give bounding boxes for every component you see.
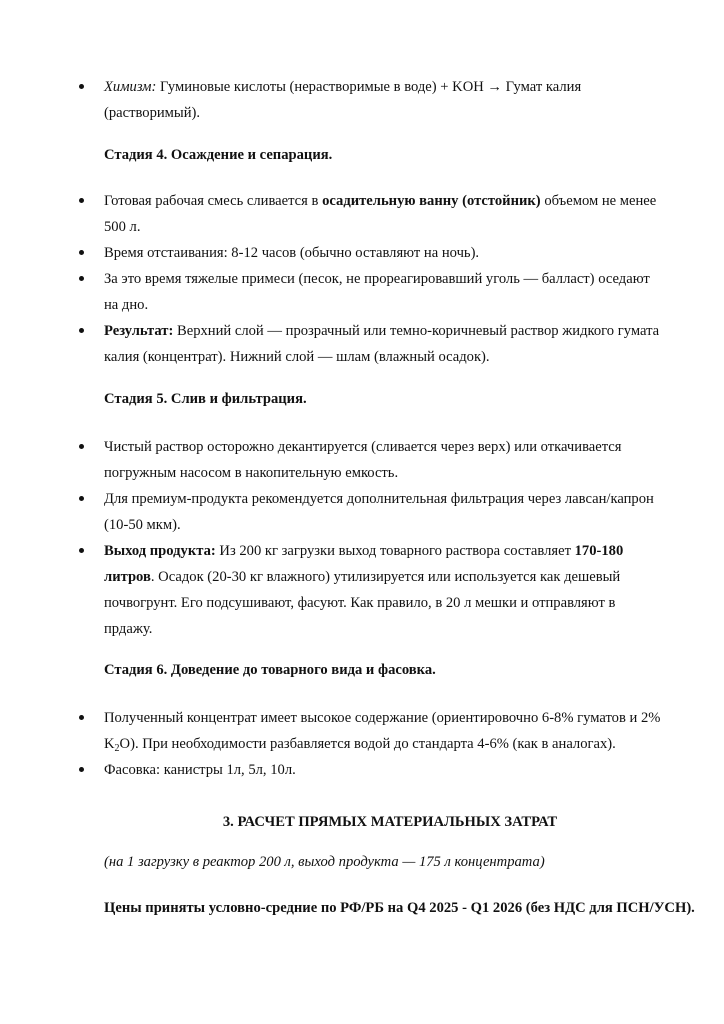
list-item [0,74,664,126]
italic-lead: Химизм: [104,79,157,95]
bold-lead: Выход продукта: [104,543,216,559]
bold-lead: Результат: [104,323,174,339]
item-text: Для премиум-продукта рекомендуется дополнительная фильтрация через лавсан/капрон (10-50 мкм). [104,491,654,533]
stage6-list [0,705,724,783]
bullet-icon [79,84,84,89]
bullet-icon [79,250,84,255]
bullet-icon [79,198,84,203]
bullet-icon [79,328,84,333]
item-text: Время отстаивания: 8-12 часов (обычно оставляют на ночь). [104,245,480,261]
bullet-icon [79,548,84,553]
list-item [0,240,664,266]
bullet-icon [79,496,84,501]
list-item [0,318,664,370]
chemistry-list [0,74,724,126]
item-text: O). При необходимости разбавляется водой до стандарта 4-6% (как в аналогах). [119,736,616,752]
list-item [0,538,664,642]
item-text: Из 200 кг загрузки выход товарного раствора составляет [215,543,575,559]
item-text: Чистый раствор осторожно декантируется (сливается через верх) или откачивается погружным насосом в накопительную емкость. [104,439,622,481]
item-text: объемом не менее 500 л. [104,193,657,235]
stage5-list [0,434,724,642]
list-item [0,486,664,538]
bullet-icon [79,767,84,772]
list-item [0,434,664,486]
list-item [0,188,664,240]
item-text: Гуминовые кислоты (нерастворимые в воде) + KOH → Гумат калия (растворимый). [104,79,582,121]
bullet-icon [79,276,84,281]
list-item [0,266,664,318]
bullet-icon [79,444,84,449]
item-text: Полученный концентрат имеет высокое содержание (ориентировочно 6-8% гуматов и 2% K [104,710,661,752]
section3-note: (на 1 загрузку в реактор 200 л, выход продукта — 175 л концентрата) [104,854,545,870]
bold-term: осадительную ванну (отстойник) [322,193,541,209]
bullet-icon [79,715,84,720]
section-title-text: 3. РАСЧЕТ ПРЯМЫХ МАТЕРИАЛЬНЫХ ЗАТРАТ [222,814,558,830]
section3-title [0,809,724,835]
list-item [0,757,664,783]
stage6-heading: Стадия 6. Доведение до товарного вида и фасовка. [104,662,436,678]
stage5-heading: Стадия 5. Слив и фильтрация. [104,391,307,407]
subscript: 2 [114,743,120,754]
item-text: За это время тяжелые примеси (песок, не прореагировавший уголь — балласт) оседают на дно. [104,271,650,313]
item-text: . Осадок (20-30 кг влажного) утилизируется или используется как дешевый почвогрунт. Его подсушивают, фасуют. Как правило, в 20 л мешки и отправляют в прдажу. [104,569,621,637]
item-text: Верхний слой — прозрачный или темно-коричневый раствор жидкого гумата калия (концентрат). Нижний слой — шлам (влажный осадок). [104,323,660,365]
item-text: Готовая рабочая смесь сливается в [104,193,323,209]
prices-note: Цены приняты условно-средние по РФ/РБ на Q4 2025 - Q1 2026 (без НДС для ПСН/УСН). [104,900,695,916]
bold-term: 170-180 литров [104,543,624,585]
item-text: Фасовка: канистры 1л, 5л, 10л. [104,762,296,778]
stage4-list [0,188,724,370]
stage4-heading: Стадия 4. Осаждение и сепарация. [104,147,333,163]
list-item [0,705,664,757]
